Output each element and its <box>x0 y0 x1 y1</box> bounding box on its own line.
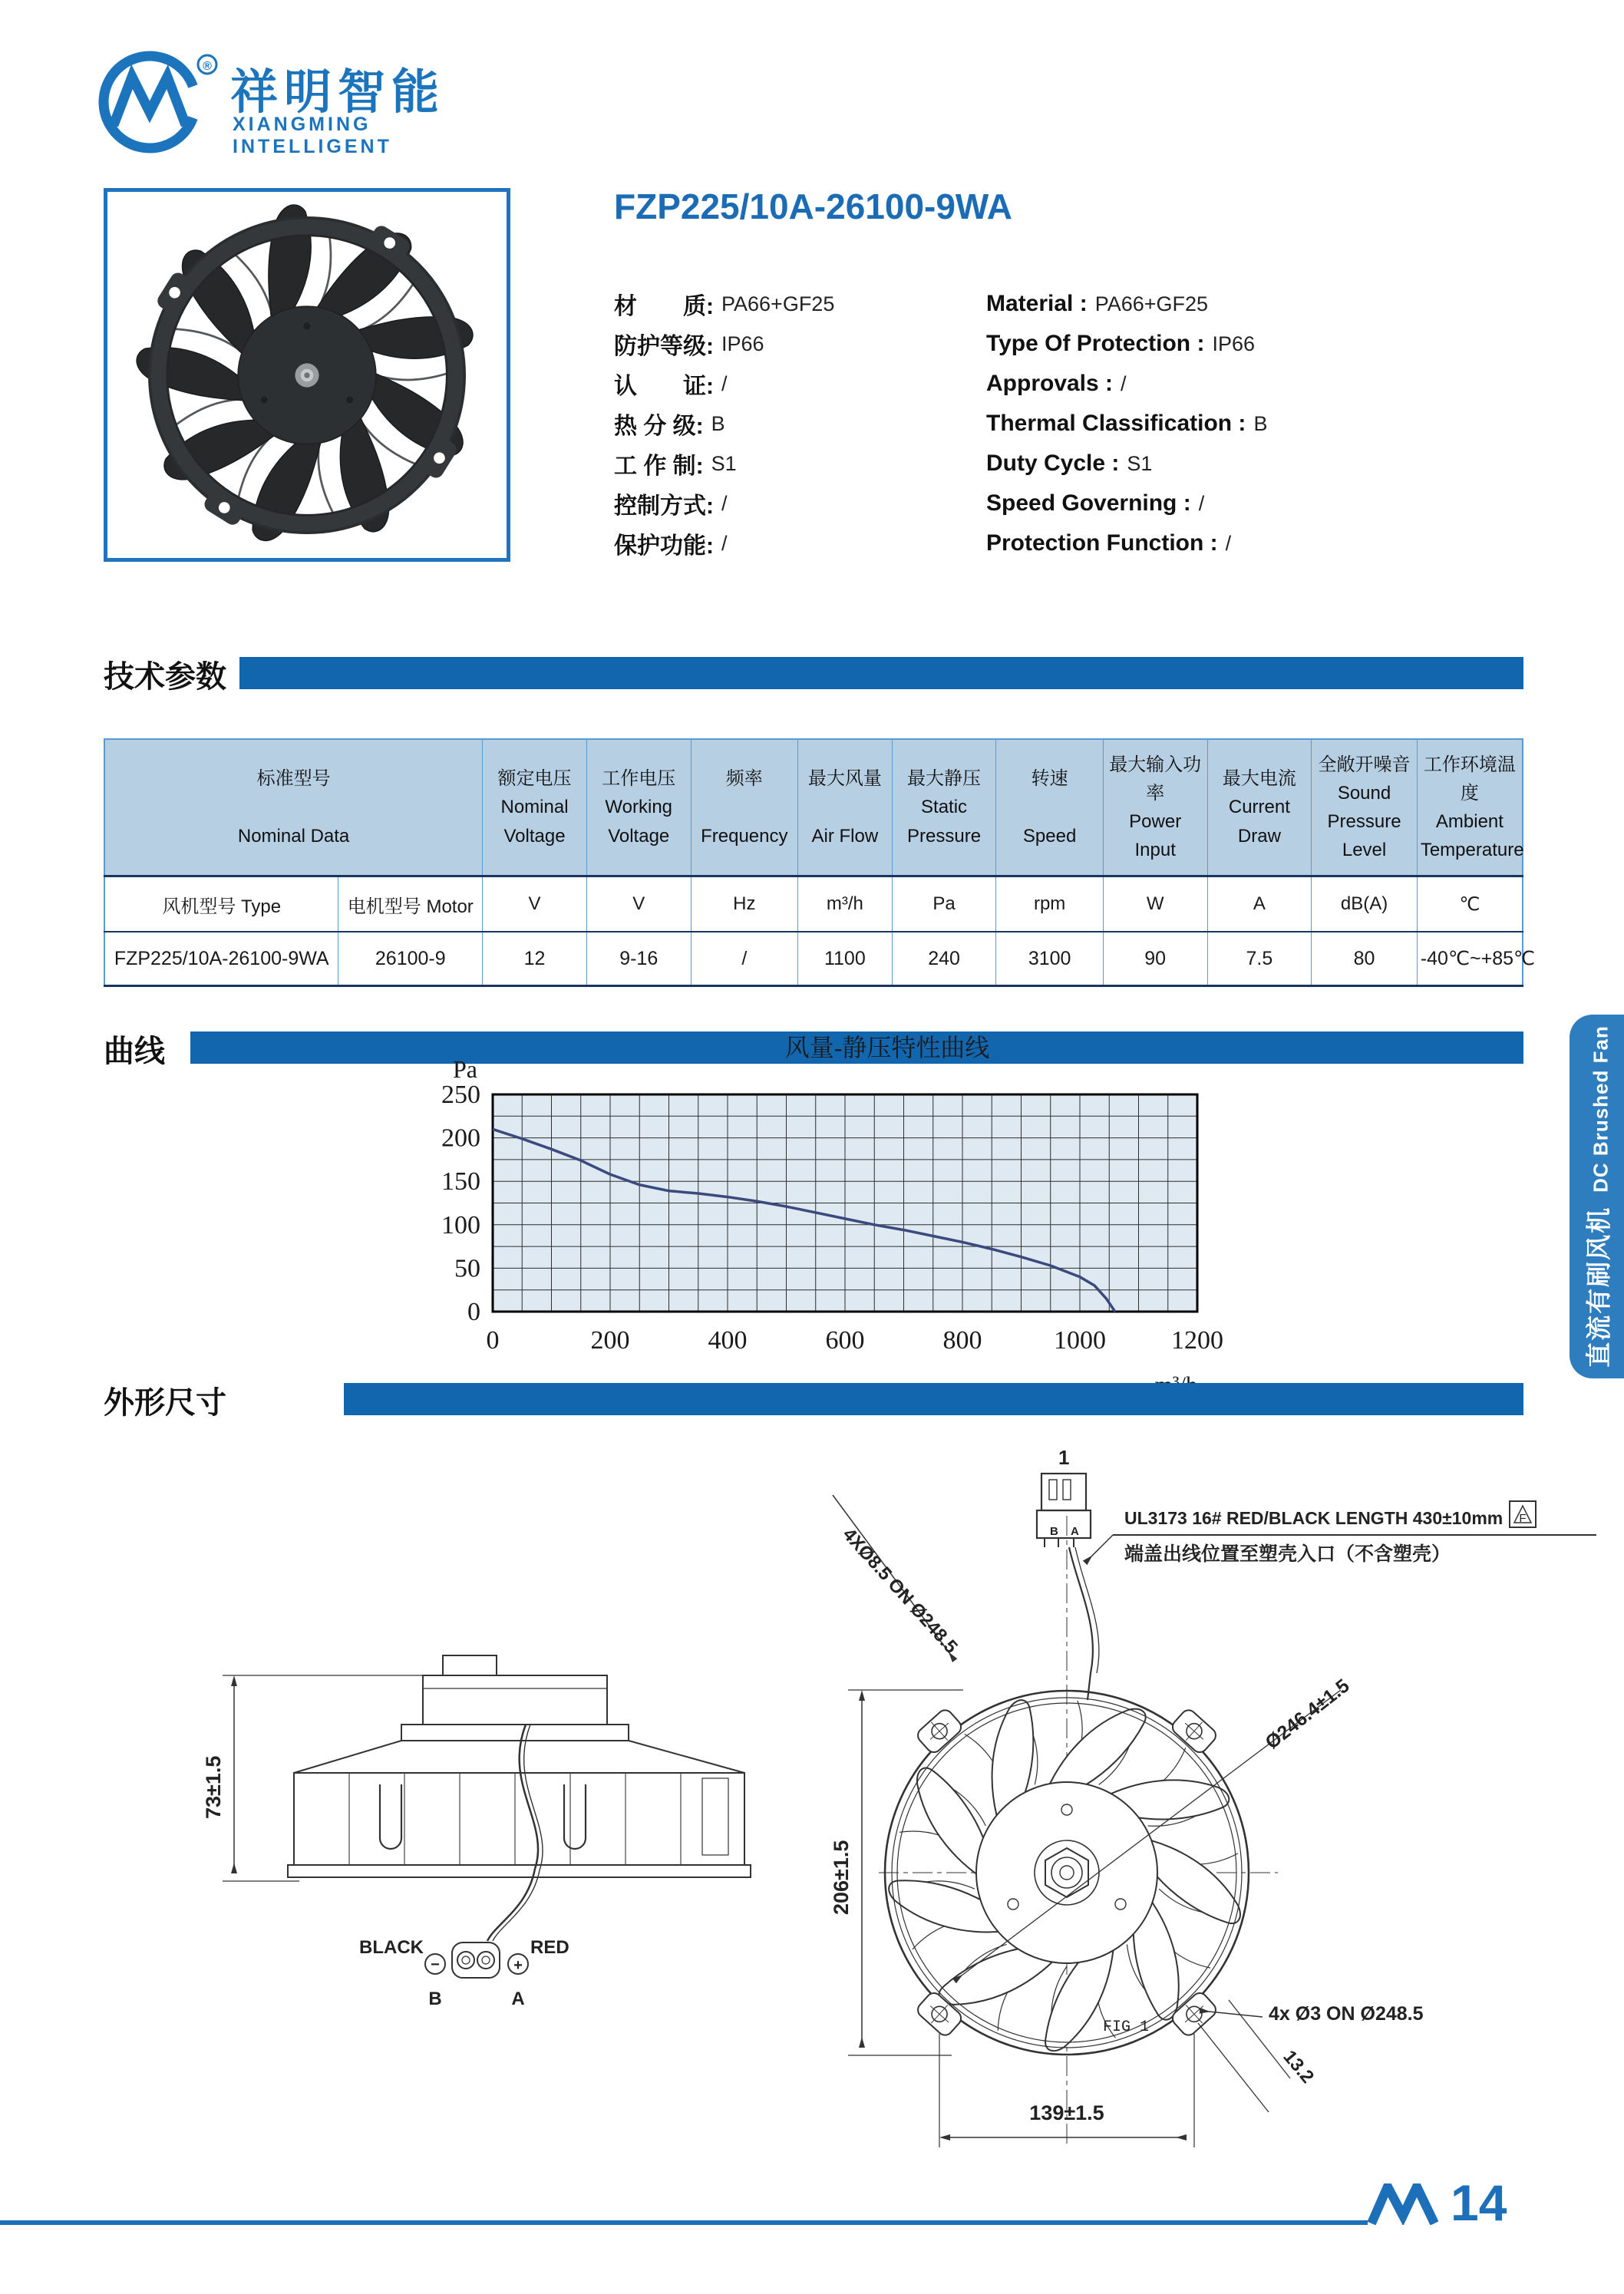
spec-label: 热 分 级: <box>614 414 704 439</box>
data-cell: 7.5 <box>1207 932 1312 986</box>
spec-label: Thermal Classification : <box>986 411 1246 436</box>
data-cell: -40℃~+85℃ <box>1417 932 1523 986</box>
side-tab-en: DC Brushed Fan <box>1589 1025 1612 1193</box>
spec-value: IP66 <box>1212 332 1256 355</box>
wire-red-label: RED <box>530 1937 569 1958</box>
spec-label: Speed Governing : <box>986 490 1191 516</box>
y-tick-label: 150 <box>441 1167 480 1197</box>
table-data-row <box>104 932 1523 986</box>
spec-row <box>986 484 1539 523</box>
spec-value: PA66+GF25 <box>1094 292 1209 315</box>
product-photo <box>104 188 510 562</box>
header-col: 最大电流 Current Draw <box>1207 739 1312 876</box>
data-cell: 26100-9 <box>338 932 483 986</box>
side-tab-text <box>1579 1025 1615 1368</box>
header-en: Nominal Data <box>237 825 350 847</box>
dim-bolt-circle-label: 4XØ8.5 ON Ø248.5 <box>838 1523 962 1658</box>
spec-label: 认 证: <box>614 374 714 399</box>
wire-note-cn: 端盖出线位置至塑壳入口（不含塑壳） <box>1124 1543 1451 1565</box>
header-col: 额定电压 Nominal Voltage <box>483 739 587 876</box>
header-nominal-data <box>104 739 483 876</box>
spec-row <box>986 284 1539 324</box>
x-tick-label: 1000 <box>1054 1326 1106 1355</box>
spec-list-en <box>986 284 1539 563</box>
unit-cell: Hz <box>691 876 797 932</box>
unit-cell: m³/h <box>798 876 893 932</box>
header-col: 最大输入功率 Power Input <box>1103 739 1207 876</box>
data-cell: / <box>691 932 797 986</box>
dim-height-label: 206±1.5 <box>830 1840 853 1915</box>
product-title: FZP225/10A-26100-9WA <box>614 186 1013 226</box>
header-col: 最大静压 Static Pressure <box>892 739 996 876</box>
footer-rule <box>0 2220 1368 2225</box>
spec-label: 工 作 制: <box>614 454 704 479</box>
spec-row <box>614 284 975 324</box>
x-tick-label: 1200 <box>1171 1326 1223 1355</box>
data-cell: 1100 <box>798 932 893 986</box>
data-cell: 90 <box>1103 932 1207 986</box>
pin-a-label: A <box>511 1989 525 2009</box>
callout-1: 1 <box>1058 1446 1070 1469</box>
spec-row <box>986 523 1539 563</box>
header-col: 工作环境温度 Ambient Temperature <box>1417 739 1523 876</box>
x-tick-label: 800 <box>942 1326 982 1355</box>
spec-row <box>986 444 1539 484</box>
unit-cell: V <box>586 876 691 932</box>
mounting-tab <box>915 1707 964 1755</box>
data-cell: 80 <box>1312 932 1418 986</box>
side-tab-dc-brushed-fan <box>1570 1015 1624 1378</box>
data-cell: 12 <box>483 932 587 986</box>
spec-label: Protection Function : <box>986 530 1218 556</box>
spec-value: / <box>1225 531 1232 555</box>
spec-value: / <box>1198 491 1205 515</box>
performance-chart <box>424 1033 1237 1394</box>
spec-row <box>986 404 1539 444</box>
section-title-tech-params: 技术参数 <box>104 660 226 694</box>
y-tick-label: 250 <box>441 1081 480 1109</box>
y-tick-label: 0 <box>467 1298 480 1326</box>
y-tick-label: 200 <box>441 1124 480 1153</box>
spec-row <box>986 324 1539 364</box>
flag-letter: F <box>1519 1512 1527 1525</box>
footer-logo-icon <box>1368 2183 1438 2225</box>
table-subheader-row <box>104 876 1523 932</box>
plus-sign: + <box>513 1957 523 1974</box>
spec-label: 防护等级: <box>614 334 714 359</box>
dim-tab-offset-label: 13.2 <box>1279 2046 1319 2088</box>
minus-sign: − <box>431 1956 440 1973</box>
airflow-pressure-chart <box>424 1033 1237 1394</box>
spec-row <box>614 324 975 364</box>
dim-hole-span-label: 139±1.5 <box>1029 2101 1104 2124</box>
data-cell: 240 <box>892 932 996 986</box>
spec-row <box>614 364 975 404</box>
spec-value: B <box>1253 411 1268 435</box>
section-bar <box>344 1383 1523 1415</box>
spec-label: 材 质: <box>614 294 714 319</box>
fan-photo-icon <box>128 200 486 551</box>
spec-value: / <box>1121 371 1127 395</box>
spec-row <box>614 484 975 523</box>
pin-a-label: A <box>1071 1525 1079 1538</box>
spec-value: S1 <box>1127 451 1153 475</box>
dim-small-holes-label: 4x Ø3 ON Ø248.5 <box>1269 2003 1424 2025</box>
registered-mark: ® <box>203 60 212 73</box>
drawing-front-view <box>771 1443 1616 2203</box>
spec-value: S1 <box>711 451 737 475</box>
data-cell: 9-16 <box>586 932 691 986</box>
header-col: 工作电压 Working Voltage <box>586 739 691 876</box>
spec-value: B <box>711 411 725 435</box>
drawing-side-view <box>165 1631 787 2015</box>
spec-row <box>986 364 1539 404</box>
x-tick-label: 200 <box>590 1326 630 1355</box>
data-cell: 3100 <box>996 932 1103 986</box>
unit-cell: V <box>483 876 587 932</box>
spec-value: / <box>721 491 728 515</box>
dim-height-label: 73±1.5 <box>202 1755 225 1819</box>
side-tab-cn: 直流有刷风机 <box>1584 1206 1612 1368</box>
table-header-row <box>104 739 1523 876</box>
spec-label: 控制方式: <box>614 493 714 519</box>
brand-name-en: XIANGMING INTELLIGENT <box>233 114 392 157</box>
spec-label: Duty Cycle : <box>986 451 1120 476</box>
spec-value: / <box>721 531 728 555</box>
spec-list-cn <box>614 284 975 563</box>
data-cell: FZP225/10A-26100-9WA <box>104 932 338 986</box>
pin-b-label: B <box>428 1989 442 2009</box>
pin-b-label: B <box>1050 1525 1058 1538</box>
brand-name-cn: 祥明智能 <box>230 66 446 119</box>
spec-row <box>614 404 975 444</box>
section-title-dimensions: 外形尺寸 <box>104 1386 226 1420</box>
y-tick-label: 50 <box>454 1254 480 1283</box>
brand-logo <box>84 45 514 160</box>
unit-cell: A <box>1207 876 1312 932</box>
y-tick-label: 100 <box>441 1210 480 1239</box>
subheader-type: 风机型号 Type <box>104 876 338 932</box>
spec-value: PA66+GF25 <box>721 292 835 315</box>
dim-fan-diameter-label: Ø246.4±1.5 <box>1261 1675 1354 1754</box>
fig-label: FIG 1 <box>1103 2018 1150 2036</box>
y-axis-unit: Pa <box>453 1055 477 1083</box>
spec-label: Type Of Protection : <box>986 331 1205 356</box>
spec-row <box>614 444 975 484</box>
parameters-table <box>104 738 1536 987</box>
page-number: 14 <box>1451 2174 1507 2231</box>
wire-black-label: BLACK <box>359 1937 424 1958</box>
x-tick-label: 400 <box>708 1326 748 1355</box>
unit-cell: ℃ <box>1417 876 1523 932</box>
wire-note-en: UL3173 16# RED/BLACK LENGTH 430±10mm <box>1124 1508 1504 1528</box>
subheader-motor: 电机型号 Motor <box>338 876 483 932</box>
header-col: 转速 Speed <box>996 739 1103 876</box>
header-col: 频率 Frequency <box>691 739 797 876</box>
header-col: 全敞开噪音 Sound Pressure Level <box>1312 739 1418 876</box>
spec-label: 保护功能: <box>614 533 714 559</box>
x-tick-label: 0 <box>486 1326 500 1355</box>
chart-title: 风量-静压特性曲线 <box>784 1034 990 1061</box>
unit-cell: rpm <box>996 876 1103 932</box>
unit-cell: W <box>1103 876 1207 932</box>
fan-blade-outline <box>1050 1709 1146 1791</box>
unit-cell: dB(A) <box>1312 876 1418 932</box>
x-tick-label: 600 <box>825 1326 865 1355</box>
spec-label: Material : <box>986 291 1088 316</box>
section-title-curve: 曲线 <box>104 1035 165 1068</box>
header-col: 最大风量 Air Flow <box>798 739 893 876</box>
header-cn: 标准型号 <box>256 768 331 790</box>
spec-value: IP66 <box>721 332 764 355</box>
spec-row <box>614 523 975 563</box>
spec-label: Approvals : <box>986 371 1114 396</box>
section-bar <box>239 657 1523 689</box>
mounting-tab <box>1170 1707 1219 1755</box>
spec-value: / <box>721 371 728 395</box>
unit-cell: Pa <box>892 876 996 932</box>
